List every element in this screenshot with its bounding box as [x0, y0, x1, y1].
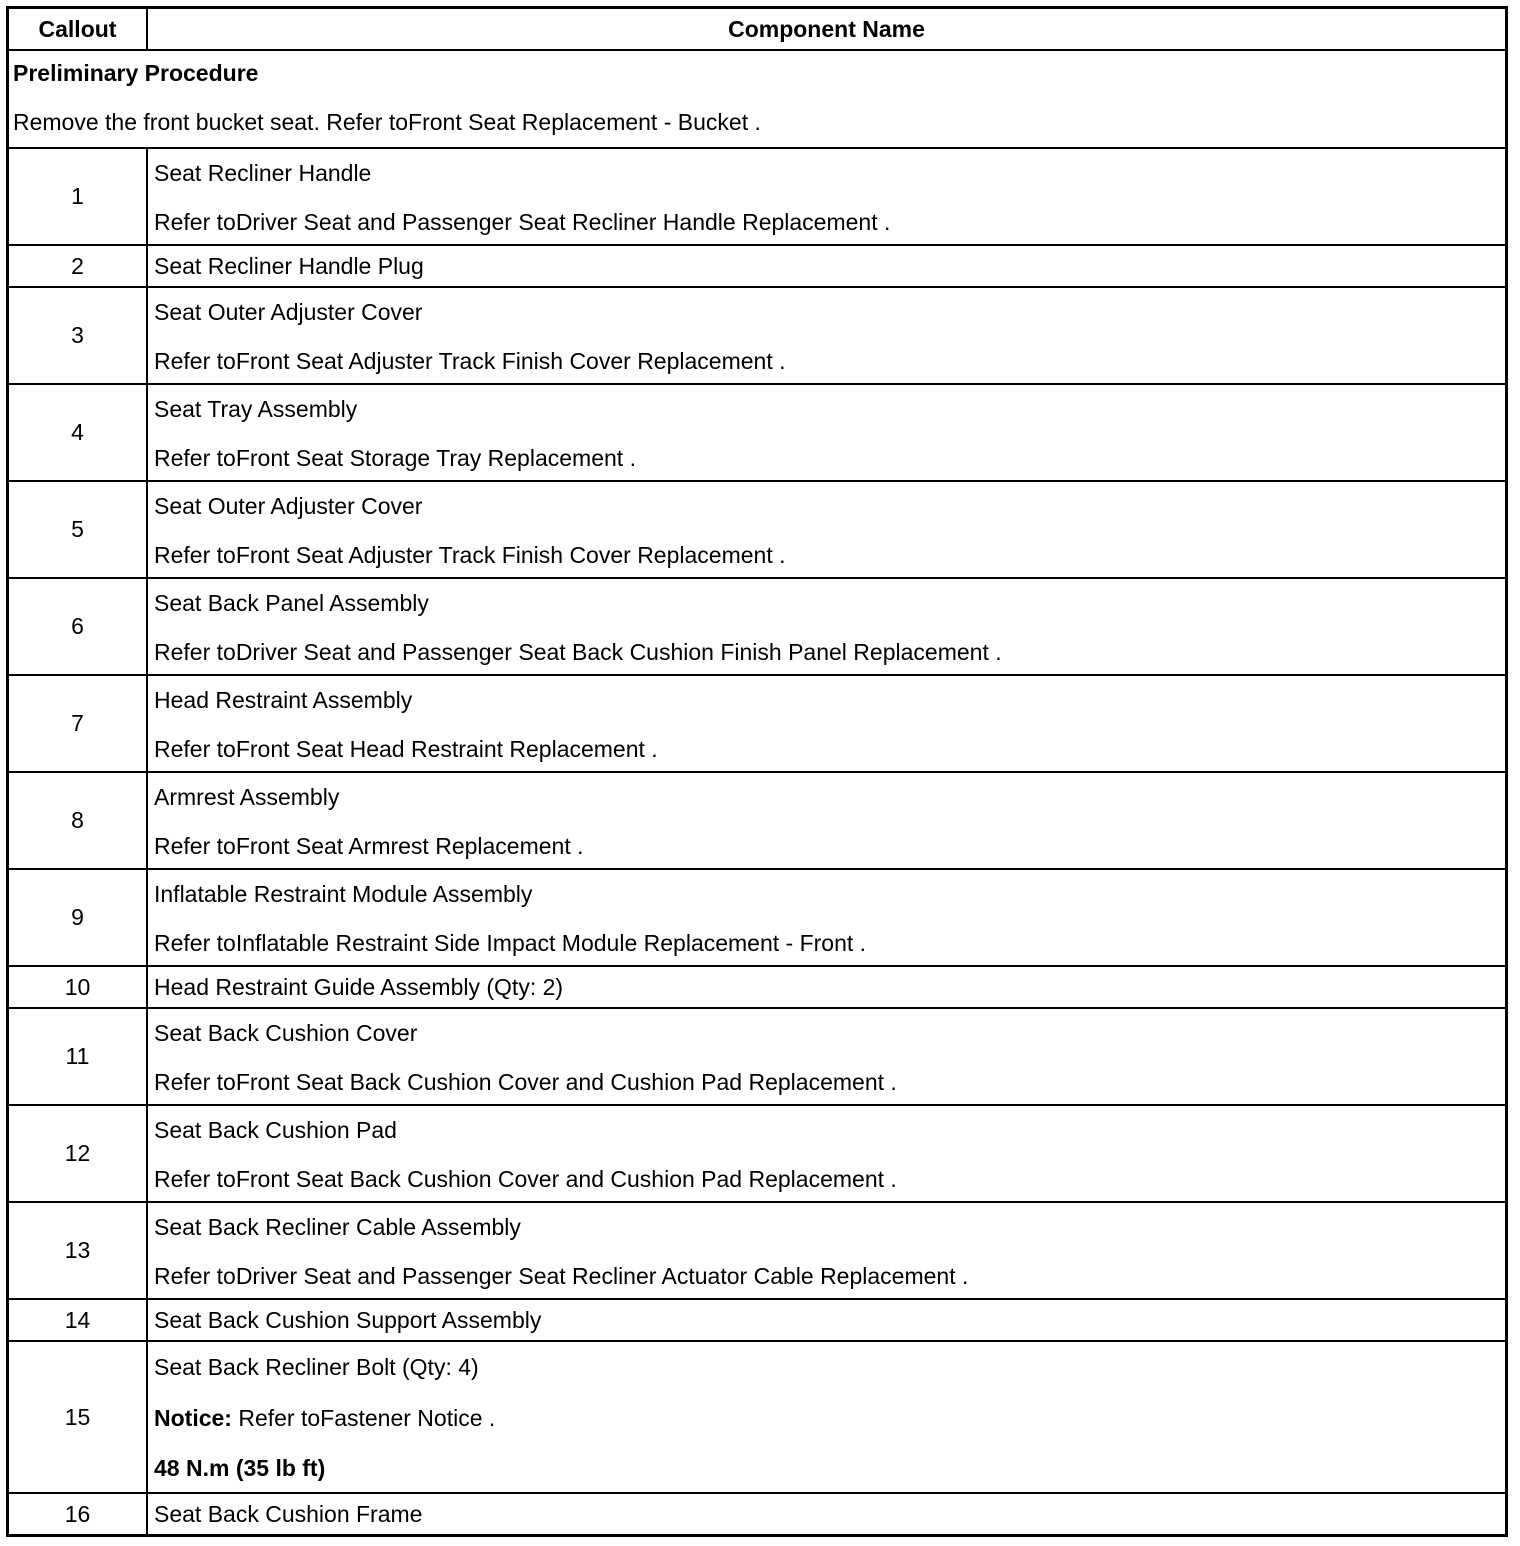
callout-number: 8	[9, 773, 148, 868]
callout-number: 3	[9, 288, 148, 383]
callout-number: 12	[9, 1106, 148, 1201]
component-reference: Refer toDriver Seat and Passenger Seat Recliner Handle Replacement .	[154, 208, 891, 235]
component-reference: Refer toInflatable Restraint Side Impact Module Replacement - Front .	[154, 929, 867, 956]
callout-header: Callout	[9, 9, 148, 49]
table-row	[9, 244, 1505, 286]
component-name: Seat Tray Assembly	[154, 396, 358, 422]
table-row	[9, 1104, 1505, 1201]
component-name: Armrest Assembly	[154, 784, 340, 810]
component-name: Seat Back Panel Assembly	[154, 590, 429, 616]
component-name: Seat Recliner Handle Plug	[154, 253, 424, 279]
callout-number: 6	[9, 579, 148, 674]
callout-number: 11	[9, 1009, 148, 1104]
component-name-header: Component Name	[728, 15, 925, 42]
component-name: Head Restraint Guide Assembly (Qty: 2)	[154, 974, 564, 1000]
table-row	[9, 147, 1505, 244]
component-name: Seat Back Cushion Frame	[154, 1501, 423, 1527]
component-name: Inflatable Restraint Module Assembly	[154, 881, 533, 907]
table-row	[9, 1298, 1505, 1340]
table-row	[9, 1340, 1505, 1492]
component-reference: Refer toDriver Seat and Passenger Seat Recliner Actuator Cable Replacement .	[154, 1262, 969, 1289]
table-row	[9, 1201, 1505, 1298]
callout-number: 10	[9, 967, 148, 1007]
preliminary-title: Preliminary Procedure	[13, 60, 259, 86]
component-name: Seat Recliner Handle	[154, 160, 372, 186]
component-reference: Refer toFront Seat Adjuster Track Finish Cover Replacement .	[154, 347, 786, 374]
table-row	[9, 868, 1505, 965]
component-name: Seat Outer Adjuster Cover	[154, 299, 423, 325]
table-row	[9, 577, 1505, 674]
notice-line	[154, 1393, 1505, 1444]
torque-spec: 48 N.m (35 lb ft)	[154, 1455, 326, 1481]
component-reference: Refer toFront Seat Storage Tray Replacement .	[154, 444, 636, 471]
component-name: Seat Back Cushion Support Assembly	[154, 1307, 542, 1333]
table-row	[9, 965, 1505, 1007]
component-reference: Refer toDriver Seat and Passenger Seat Back Cushion Finish Panel Replacement .	[154, 638, 1002, 665]
table-header	[9, 9, 1505, 49]
component-reference: Refer toFront Seat Head Restraint Replacement .	[154, 735, 658, 762]
component-reference: Refer toFront Seat Armrest Replacement .	[154, 832, 584, 859]
component-name: Seat Back Recliner Bolt (Qty: 4)	[154, 1354, 479, 1380]
component-reference: Refer toFront Seat Back Cushion Cover and Cushion Pad Replacement .	[154, 1068, 897, 1095]
callout-number: 15	[9, 1342, 148, 1492]
callout-number: 4	[9, 385, 148, 480]
table-row	[9, 674, 1505, 771]
component-name: Seat Back Recliner Cable Assembly	[154, 1214, 521, 1240]
table-row	[9, 383, 1505, 480]
callout-number: 2	[9, 246, 148, 286]
preliminary-procedure-row	[9, 49, 1505, 147]
notice-label: Notice:	[154, 1404, 232, 1431]
preliminary-text: Remove the front bucket seat. Refer toFront Seat Replacement - Bucket .	[13, 109, 761, 135]
component-name: Head Restraint Assembly	[154, 687, 413, 713]
callout-number: 13	[9, 1203, 148, 1298]
callout-number: 16	[9, 1494, 148, 1534]
component-name: Seat Back Cushion Cover	[154, 1020, 418, 1046]
table-row	[9, 480, 1505, 577]
callout-number: 7	[9, 676, 148, 771]
notice-text: Refer toFastener Notice .	[231, 1404, 496, 1431]
table-row	[9, 286, 1505, 383]
component-table	[6, 6, 1508, 1537]
table-row	[9, 771, 1505, 868]
table-row	[9, 1492, 1505, 1534]
component-name: Seat Back Cushion Pad	[154, 1117, 397, 1143]
callout-number: 9	[9, 870, 148, 965]
component-name: Seat Outer Adjuster Cover	[154, 493, 423, 519]
table-row	[9, 1007, 1505, 1104]
callout-number: 1	[9, 149, 148, 244]
callout-number: 14	[9, 1300, 148, 1340]
component-reference: Refer toFront Seat Adjuster Track Finish Cover Replacement .	[154, 541, 786, 568]
callout-number: 5	[9, 482, 148, 577]
component-reference: Refer toFront Seat Back Cushion Cover and Cushion Pad Replacement .	[154, 1165, 897, 1192]
